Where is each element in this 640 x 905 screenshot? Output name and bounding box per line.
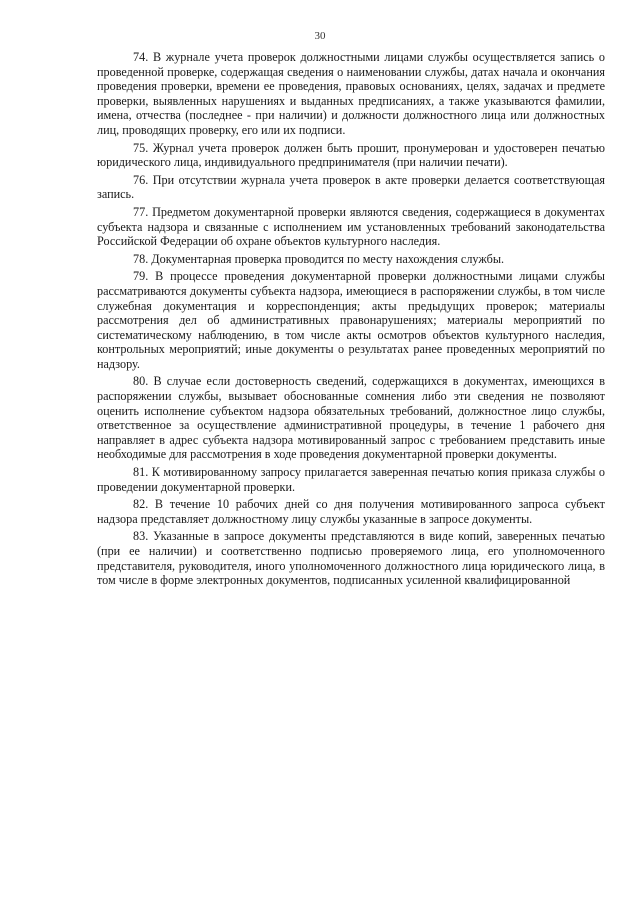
page-number: 30 [314, 30, 326, 42]
paragraph-75: 75. Журнал учета проверок должен быть прошит, пронумерован и удостоверен печатью юридического лица, индивидуального предпринимателя (при наличии печати). [97, 140, 605, 170]
paragraph-76: 76. При отсутствии журнала учета проверок в акте проверки делается соответствующая запись. [97, 172, 605, 202]
paragraph-79: 79. В процессе проведения документарной проверки должностными лицами службы рассматриваются документы субъекта надзора, имеющиеся в распоряжении службы, в том числе служебная документация и корреспонденция; акты предыдущих проверок; материалы рассмотрения дел об административных правонарушениях; материалы мероприятий по систематическому наблюдению, в том числе акты осмотров объектов культурного наследия, контрольных мероприятий; иные документы о результатах ранее проведенных мероприятий по надзору. [97, 269, 605, 371]
paragraph-80: 80. В случае если достоверность сведений, содержащихся в документах, имеющихся в распоряжении службы, вызывает обоснованные сомнения либо эти сведения не позволяют оценить исполнение субъектом надзора обязательных требований, должностное лицо службы, ответственное за осуществление административной процедуры, в течение 1 рабочего дня направляет в адрес субъекта надзора мотивированный запрос с требованием представить иные необходимые для рассмотрения в ходе проведения документарной проверки документы. [97, 374, 605, 462]
paragraph-83: 83. Указанные в запросе документы представляются в виде копий, заверенных печатью (при ее наличии) и соответственно подписью проверяемого лица, его уполномоченного представителя, руководителя, иного уполномоченного должностного лица юридического лица, в том числе в форме электронных документов, подписанных усиленной квалифицированной [97, 529, 605, 588]
document-body [97, 50, 605, 591]
paragraph-77: 77. Предметом документарной проверки являются сведения, содержащиеся в документах субъекта надзора и связанные с исполнением им установленных требований законодательства Российской Федерации об охране объектов культурного наследия. [97, 204, 605, 249]
paragraph-82: 82. В течение 10 рабочих дней со дня получения мотивированного запроса субъект надзора представляет должностному лицу службы указанные в запросе документы. [97, 497, 605, 526]
paragraph-74: 74. В журнале учета проверок должностными лицами службы осуществляется запись о проведенной проверке, содержащая сведения о наименовании службы, датах начала и окончания проведения проверки, времени ее проведения, правовых основаниях, целях, задачах и предмете проверки, выявленных нарушениях и выданных предписаниях, а также указываются фамилии, имена, отчества (последнее - при наличии) и должности должностного лица или должностных лиц, проводящих проверку, его или их подписи. [97, 50, 605, 137]
paragraph-78: 78. Документарная проверка проводится по месту нахождения службы. [133, 251, 505, 266]
paragraph-81: 81. К мотивированному запросу прилагается заверенная печатью копия приказа службы о проведении документарной проверки. [97, 465, 605, 494]
